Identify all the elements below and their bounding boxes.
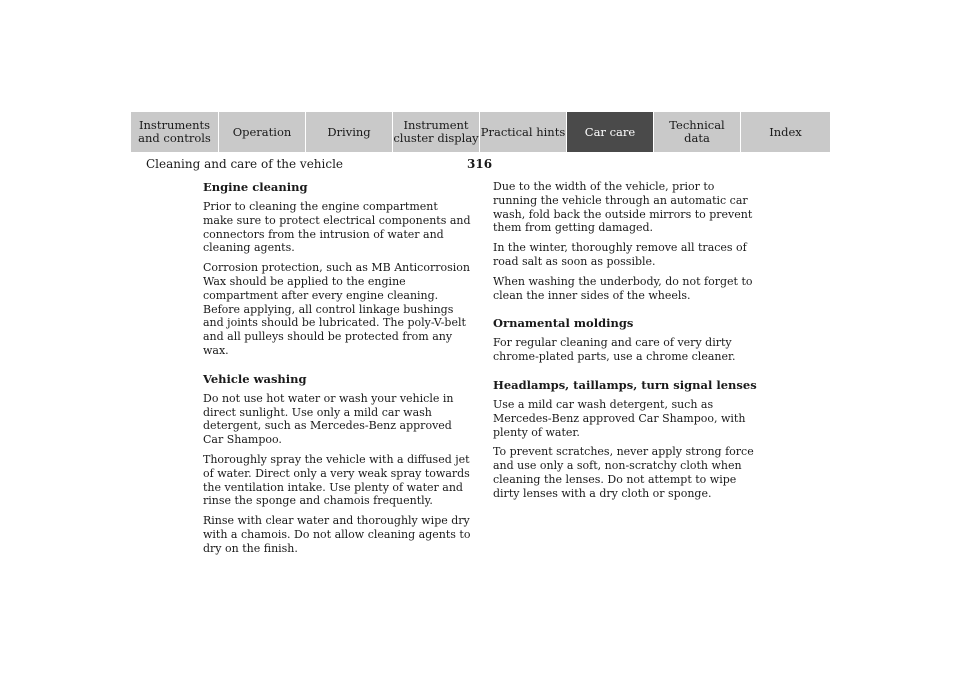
lamps-paragraph-2: To prevent scratches, never apply strong force and use only a soft, non-scratchy cloth when cleaning the lenses. Do not attempt to wipe dirty lenses with a dry cloth or sponge.	[493, 445, 754, 500]
tab-instrument-cluster-display[interactable]: Instrument cluster display	[393, 112, 480, 152]
page-header	[146, 157, 830, 173]
ornamental-moldings-heading: Ornamental moldings	[493, 316, 634, 331]
ornamental-moldings-section	[493, 316, 761, 364]
page-number: 316	[467, 157, 493, 171]
vehicle-washing-paragraph-2: Thoroughly spray the vehicle with a diffused jet of water. Direct only a very weak spray towards the ventilation intake. Use plenty of water and rinse the sponge and chamois frequently.	[203, 452, 470, 508]
left-column	[203, 180, 471, 570]
vehicle-washing-paragraph-3: Rinse with clear water and thoroughly wipe dry with a chamois. Do not allow cleaning agents to dry on the finish.	[203, 514, 471, 555]
engine-cleaning-paragraph-2: Corrosion protection, such as MB Anticorrosion Wax should be applied to the engine compartment after every engine cleaning. Before applying, all control linkage bushings and joints should be lubricated. The poly-V-belt and all pulleys should be protected from any wax.	[203, 261, 470, 357]
engine-cleaning-section	[203, 180, 471, 358]
section-tab-bar	[131, 112, 830, 152]
lamps-section	[493, 378, 761, 501]
ornamental-moldings-paragraph: For regular cleaning and care of very dirty chrome-plated parts, use a chrome cleaner.	[493, 336, 736, 364]
vehicle-washing-paragraph-1: Do not use hot water or wash your vehicle in direct sunlight. Use only a mild car wash detergent, such as Mercedes-Benz approved Car Shampoo.	[203, 391, 454, 447]
lamps-heading: Headlamps, taillamps, turn signal lenses	[493, 377, 757, 392]
right-column	[493, 180, 761, 515]
washing-paragraph-underbody: When washing the underbody, do not forget to clean the inner sides of the wheels.	[493, 274, 753, 302]
tab-driving[interactable]: Driving	[306, 112, 393, 152]
tab-index[interactable]: Index	[741, 112, 830, 152]
washing-continued-section	[493, 180, 761, 302]
tab-operation[interactable]: Operation	[219, 112, 306, 152]
tab-technical-data[interactable]: Technical data	[654, 112, 741, 152]
washing-paragraph-road-salt: In the winter, thoroughly remove all traces of road salt as soon as possible.	[493, 241, 747, 268]
engine-cleaning-paragraph-1: Prior to cleaning the engine compartment make sure to protect electrical components and connectors from the intrusion of water and cleaning agents.	[203, 200, 471, 255]
tab-car-care[interactable]: Car care	[567, 112, 654, 152]
washing-paragraph-mirrors: Due to the width of the vehicle, prior to running the vehicle through an automatic car wash, fold back the outside mirrors to prevent them from getting damaged.	[493, 180, 753, 235]
lamps-paragraph-1: Use a mild car wash detergent, such as Mercedes-Benz approved Car Shampoo, with plenty of water.	[493, 397, 746, 439]
tab-instruments-and-controls[interactable]: Instruments and controls	[131, 112, 219, 152]
engine-cleaning-heading: Engine cleaning	[203, 180, 308, 194]
tab-practical-hints[interactable]: Practical hints	[480, 112, 567, 152]
section-title: Cleaning and care of the vehicle	[146, 157, 344, 171]
vehicle-washing-section	[203, 372, 471, 556]
vehicle-washing-heading: Vehicle washing	[203, 371, 307, 386]
